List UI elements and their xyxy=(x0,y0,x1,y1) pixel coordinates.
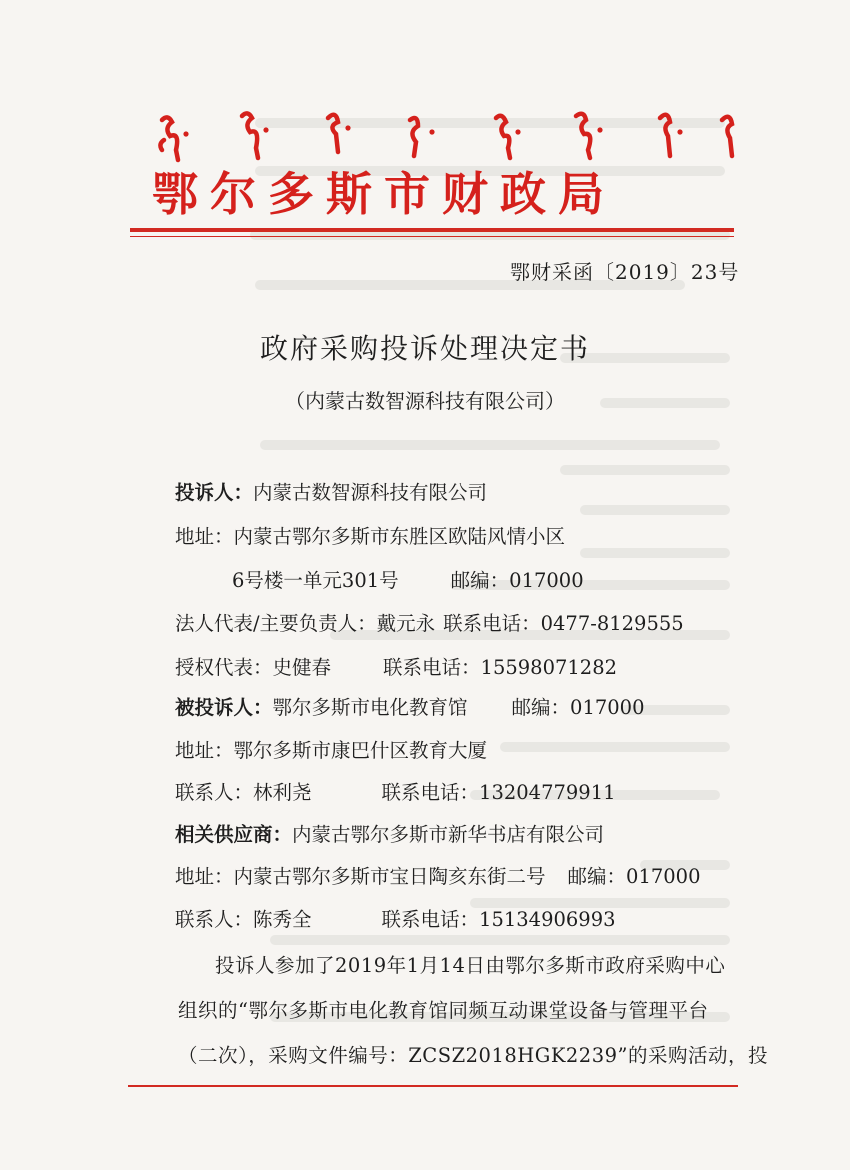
respondent-phone-label: 联系电话： xyxy=(381,781,480,804)
agent-name: 史健春 xyxy=(272,656,332,679)
agency-name-heading: 鄂尔多斯市财政局 xyxy=(152,167,616,221)
supplier-postcode-label: 邮编： xyxy=(567,865,627,888)
supplier-address-row xyxy=(175,861,701,889)
legal-rep-name: 戴元永 xyxy=(376,612,436,635)
legal-rep-phone-label: 联系电话： xyxy=(443,612,541,635)
complainant-name: 内蒙古数智源科技有限公司 xyxy=(253,481,488,504)
respondent-contact-label: 联系人： xyxy=(175,781,254,804)
respondent-phone: 13204779911 xyxy=(479,781,616,804)
complainant-postcode: 017000 xyxy=(509,569,584,592)
respondent-address-label: 地址： xyxy=(175,739,234,762)
complainant-address-row-2 xyxy=(232,565,584,593)
supplier-name: 内蒙古鄂尔多斯市新华书店有限公司 xyxy=(292,823,605,846)
respondent-name: 鄂尔多斯市电化教育馆 xyxy=(272,696,468,719)
respondent-contact-row xyxy=(175,777,616,805)
supplier-contact: 陈秀全 xyxy=(253,908,312,931)
supplier-phone: 15134906993 xyxy=(479,908,616,931)
respondent-address-row xyxy=(175,735,487,763)
agent-row xyxy=(175,652,617,680)
complainant-address-label: 地址： xyxy=(175,525,234,548)
complainant-postcode-label: 邮编： xyxy=(450,569,510,592)
supplier-contact-label: 联系人： xyxy=(175,908,254,931)
supplier-row xyxy=(175,819,604,847)
respondent-label: 被投诉人： xyxy=(175,696,273,719)
footer-divider xyxy=(128,1085,738,1087)
agent-phone: 15598071282 xyxy=(480,656,618,679)
supplier-contact-row xyxy=(175,904,616,932)
header-divider-thin xyxy=(130,236,734,237)
document-number: 鄂财采函〔2019〕23号 xyxy=(510,260,740,284)
supplier-label: 相关供应商： xyxy=(175,823,293,846)
document-title: 政府采购投诉处理决定书 xyxy=(259,332,590,365)
complainant-row xyxy=(175,477,487,505)
supplier-address: 内蒙古鄂尔多斯市宝日陶亥东街二号 xyxy=(233,865,546,888)
respondent-postcode-label: 邮编： xyxy=(511,696,571,719)
complainant-address-line2: 6号楼一单元301号 xyxy=(232,569,399,592)
supplier-phone-label: 联系电话： xyxy=(381,908,480,931)
complainant-address-row xyxy=(175,521,565,549)
respondent-contact: 林利尧 xyxy=(253,781,312,804)
supplier-address-label: 地址： xyxy=(175,865,234,888)
body-line-2: 组织的“鄂尔多斯市电化教育馆同频互动课堂设备与管理平台 xyxy=(178,999,709,1022)
complainant-label: 投诉人： xyxy=(175,481,254,504)
respondent-row xyxy=(175,692,645,720)
agent-label: 授权代表： xyxy=(175,656,273,679)
header-divider-thick xyxy=(130,228,734,232)
legal-rep-row xyxy=(175,608,684,636)
legal-rep-label: 法人代表/主要负责人： xyxy=(175,612,377,635)
supplier-postcode: 017000 xyxy=(626,865,701,888)
respondent-address: 鄂尔多斯市康巴什区教育大厦 xyxy=(233,739,488,762)
legal-rep-phone: 0477-8129555 xyxy=(540,612,684,635)
document-subtitle: （内蒙古数智源科技有限公司） xyxy=(285,389,565,413)
complainant-address-line1: 内蒙古鄂尔多斯市东胜区欧陆风情小区 xyxy=(233,525,566,548)
body-line-3: （二次），采购文件编号：ZCSZ2018HGK2239”的采购活动，投 xyxy=(178,1044,768,1067)
agent-phone-label: 联系电话： xyxy=(383,656,481,679)
body-line-1: 投诉人参加了2019年1月14日由鄂尔多斯市政府采购中心 xyxy=(215,954,726,977)
mongolian-script-heading xyxy=(150,110,740,165)
respondent-postcode: 017000 xyxy=(570,696,645,719)
